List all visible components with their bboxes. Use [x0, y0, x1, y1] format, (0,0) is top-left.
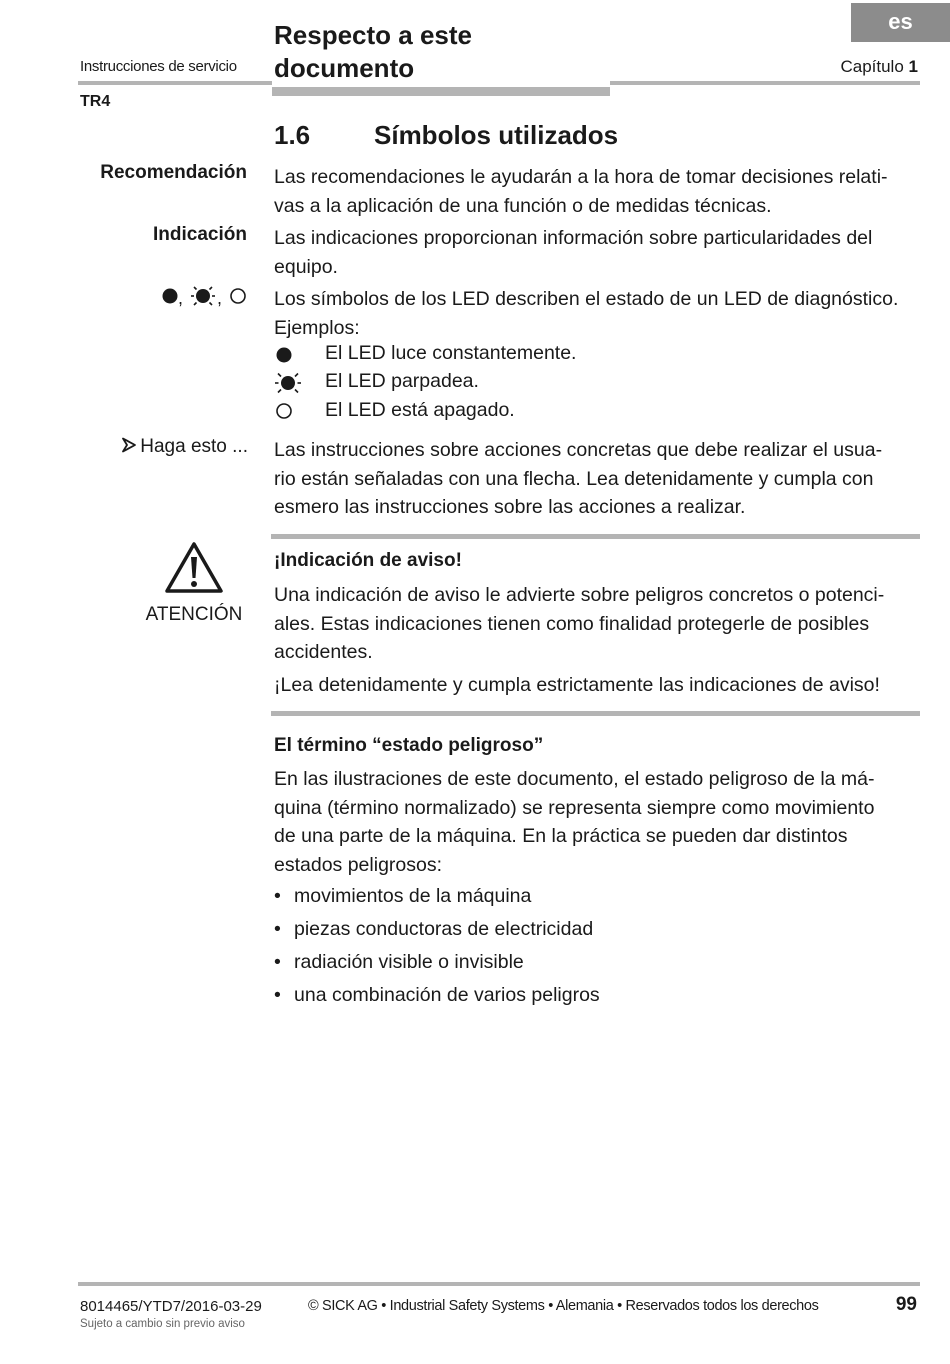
- led-example-text: El LED parpadea.: [325, 370, 479, 392]
- list-item: [274, 885, 531, 908]
- list-item-text: movimientos de la máquina: [294, 885, 532, 907]
- led-on-icon: [274, 342, 314, 370]
- header-rule-right: [610, 81, 920, 85]
- chapter-number: 1: [908, 57, 918, 76]
- language-tab-label: es: [888, 9, 913, 34]
- bullet-icon: •: [274, 984, 281, 1006]
- section-number: 1.6: [274, 120, 311, 150]
- indication-label: Indicación: [153, 224, 247, 245]
- led-flashing-icon: [274, 370, 314, 398]
- warning-closing: ¡Lea detenidamente y cumpla estrictamente las indicaciones de aviso!: [274, 674, 880, 696]
- warning-top-rule: [271, 534, 920, 539]
- list-item: [274, 951, 524, 974]
- led-intro: [274, 285, 934, 342]
- danger-text: [274, 765, 924, 879]
- recommendation-text: [274, 163, 924, 220]
- led-example-text: El LED está apagado.: [325, 399, 515, 421]
- warning-caption: ATENCIÓN: [145, 604, 243, 625]
- recommendation-label: Recomendación: [100, 162, 247, 183]
- header-rule-title: [272, 87, 610, 96]
- led-off-icon: [231, 289, 245, 303]
- language-tab: [851, 3, 950, 42]
- warning-line: Una indicación de aviso le advierte sobre peligros concretos o potenci-: [274, 584, 885, 606]
- arrow-right-icon: [121, 437, 137, 459]
- page-number: 99: [895, 1294, 917, 1315]
- led-off-icon: [274, 399, 314, 427]
- list-item-text: radiación visible o invisible: [294, 951, 524, 973]
- led-flashing-icon: [191, 287, 215, 305]
- bullet-icon: •: [274, 951, 281, 973]
- section-heading: [274, 120, 618, 151]
- list-item-text: piezas conductoras de electricidad: [294, 918, 594, 940]
- list-item: [274, 918, 593, 941]
- warning-line: accidentes.: [274, 641, 373, 663]
- header-rule-left: [78, 81, 272, 85]
- list-item-text: una combinación de varios peligros: [294, 984, 600, 1006]
- chapter-label: Capítulo: [840, 57, 904, 76]
- section-title-line1: Respecto a este: [274, 20, 472, 50]
- chapter-indicator: [840, 57, 918, 77]
- footer-doc-id: 8014465/YTD7/2016-03-29: [80, 1298, 262, 1315]
- recommendation-line: Las recomendaciones le ayudarán a la hora de tomar decisiones relati-: [274, 166, 888, 188]
- footer-notice: Sujeto a cambio sin previo aviso: [80, 1318, 245, 1330]
- led-example-text: El LED luce constantemente.: [325, 342, 577, 364]
- led-symbols-label: [158, 284, 250, 310]
- led-intro-line: Los símbolos de los LED describen el estado de un LED de diagnóstico.: [274, 288, 899, 310]
- action-label-text: Haga esto ...: [140, 436, 248, 457]
- svg-text:,: ,: [178, 288, 184, 308]
- danger-line: quina (término normalizado) se representa siempre como movimiento: [274, 796, 875, 819]
- footer-rule: [78, 1282, 920, 1286]
- action-text: [274, 436, 924, 522]
- recommendation-line: vas a la aplicación de una función o de medidas técnicas.: [274, 194, 772, 217]
- warning-triangle-icon: [163, 540, 225, 596]
- action-line: Las instrucciones sobre acciones concretas que debe realizar el usua-: [274, 439, 883, 461]
- section-title: [274, 19, 472, 85]
- indication-text: [274, 224, 924, 281]
- danger-line: estados peligrosos:: [274, 853, 443, 876]
- section-title-line2: documento: [274, 53, 415, 83]
- product-name: TR4: [80, 93, 111, 110]
- led-intro-line: Ejemplos:: [274, 316, 360, 339]
- warning-line: ales. Estas indicaciones tienen como finalidad protegerle de posibles: [274, 612, 870, 635]
- section-heading-title: Símbolos utilizados: [374, 120, 619, 150]
- footer-copyright: © SICK AG • Industrial Safety Systems • Alemania • Reservados todos los derechos: [308, 1298, 819, 1314]
- warning-bottom-rule: [271, 711, 920, 716]
- danger-line: de una parte de la máquina. En la práctica se pueden dar distintos: [274, 825, 848, 847]
- indication-line: Las indicaciones proporcionan información sobre particularidades del: [274, 227, 873, 249]
- action-line: rio están señaladas con una flecha. Lea detenidamente y cumpla con: [274, 467, 874, 490]
- svg-text:,: ,: [217, 288, 223, 308]
- list-item: [274, 984, 600, 1007]
- bullet-icon: •: [274, 918, 281, 940]
- danger-line: En las ilustraciones de este documento, el estado peligroso de la má-: [274, 768, 875, 790]
- bullet-icon: •: [274, 885, 281, 907]
- action-label: [112, 436, 248, 459]
- danger-title: El término “estado peligroso”: [274, 735, 544, 756]
- doc-type: Instrucciones de servicio: [80, 58, 237, 75]
- indication-line: equipo.: [274, 255, 338, 278]
- warning-title: ¡Indicación de aviso!: [274, 550, 462, 571]
- action-line: esmero las instrucciones sobre las acciones a realizar.: [274, 496, 746, 518]
- led-on-icon: [163, 289, 178, 304]
- warning-text: [274, 581, 924, 667]
